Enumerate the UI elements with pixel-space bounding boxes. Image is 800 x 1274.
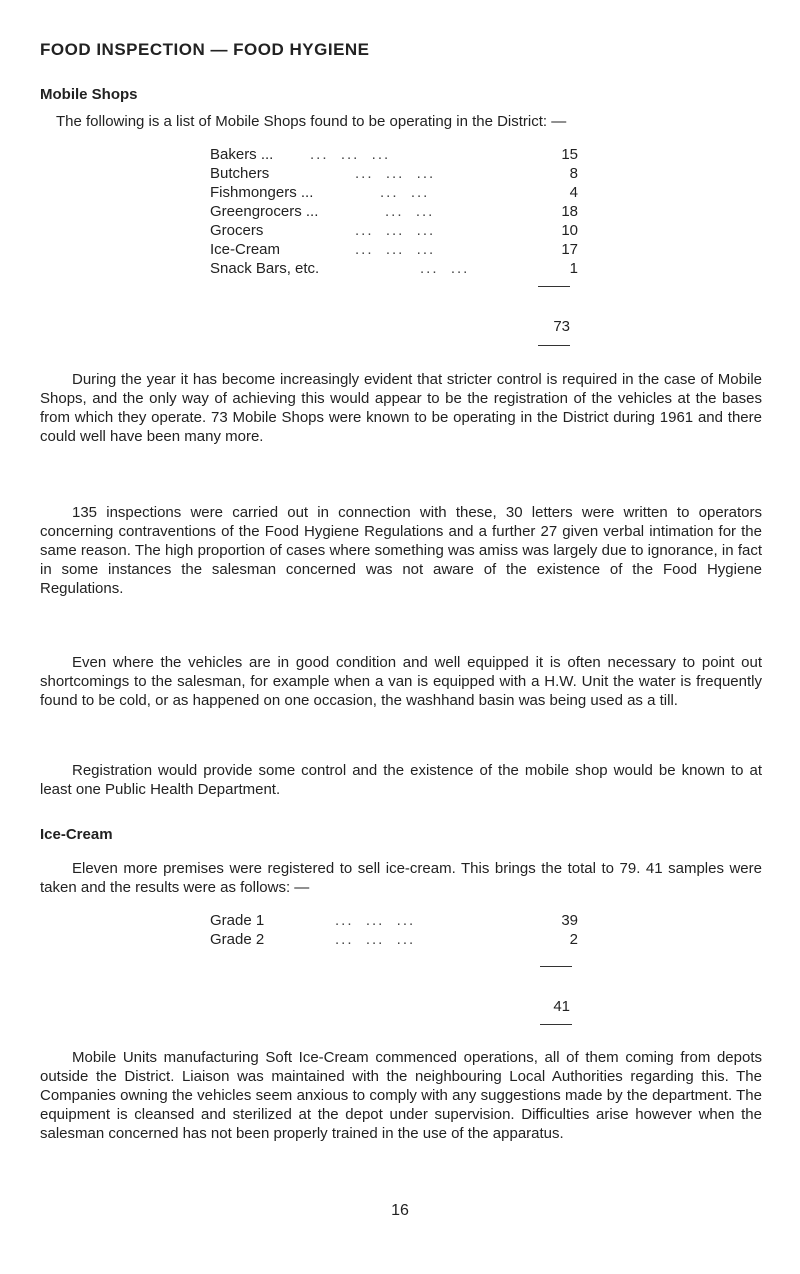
list-item: Ice-Cream ... ... ... 17 bbox=[210, 241, 578, 258]
list-item: Snack Bars, etc. ... ... 1 bbox=[210, 260, 578, 277]
sum-rule bbox=[538, 345, 570, 346]
ice-cream-total: 41 bbox=[553, 998, 570, 1015]
sum-rule bbox=[538, 286, 570, 287]
list-item: Grocers ... ... ... 10 bbox=[210, 222, 578, 239]
mobile-shops-intro: The following is a list of Mobile Shops found to be operating in the District: — bbox=[56, 113, 567, 130]
list-item: Grade 2 ... ... ... 2 bbox=[210, 931, 578, 948]
list-item: Greengrocers ... ... ... 18 bbox=[210, 203, 578, 220]
mobile-shops-total: 73 bbox=[553, 318, 570, 335]
list-item: Bakers ... ... ... ... 15 bbox=[210, 146, 578, 163]
ice-cream-intro: Eleven more premises were registered to sell ice-cream. This brings the total to 79. 41 samples were taken and the results were as follows: — bbox=[40, 860, 762, 896]
page-title: FOOD INSPECTION — FOOD HYGIENE bbox=[40, 40, 370, 59]
list-item: Butchers ... ... ... 8 bbox=[210, 165, 578, 182]
paragraph: 135 inspections were carried out in connection with these, 30 letters were written to operators concerning contraventions of the Food Hygiene Regulations and a further 27 given verbal intimation for the same reason. The high proportion of cases where something was amiss was largely due to ignorance, in fact in some instances the salesman concerned was not aware of the existence of the Food Hygiene Regulations. bbox=[40, 504, 762, 597]
paragraph: During the year it has become increasingly evident that stricter control is required in the case of Mobile Shops, and the only way of achieving this would appear to be the registration of the vehicles at the bases from which they operate. 73 Mobile Shops were known to be operating in the District during 1961 and there could well have been many more. bbox=[40, 371, 762, 445]
mobile-shops-list bbox=[210, 145, 610, 278]
sum-rule bbox=[540, 966, 572, 967]
page-number: 16 bbox=[391, 1202, 409, 1219]
mobile-shops-heading: Mobile Shops bbox=[40, 86, 138, 103]
paragraph: Even where the vehicles are in good condition and well equipped it is often necessary to point out shortcomings to the salesman, for example when a van is equipped with a H.W. Unit the water is frequently found to be cold, or as happened on one occasion, the washhand basin was being used as a till. bbox=[40, 654, 762, 709]
paragraph: Registration would provide some control and the existence of the mobile shop would be known to at least one Public Health Department. bbox=[40, 762, 762, 798]
ice-cream-grade-list bbox=[210, 911, 610, 949]
sum-rule bbox=[540, 1024, 572, 1025]
ice-cream-heading: Ice-Cream bbox=[40, 826, 113, 843]
list-item: Fishmongers ... ... ... 4 bbox=[210, 184, 578, 201]
paragraph: Mobile Units manufacturing Soft Ice-Cream commenced operations, all of them coming from depots outside the District. Liaison was maintained with the neighbouring Local Authorities regarding this. The Companies owning the vehicles seem anxious to comply with any suggestions made by the department. The equipment is cleansed and sterilized at the depot under supervision. Difficulties arise however when the salesman concerned has not been properly trained in the use of the apparatus. bbox=[40, 1049, 762, 1142]
list-item: Grade 1 ... ... ... 39 bbox=[210, 912, 578, 929]
